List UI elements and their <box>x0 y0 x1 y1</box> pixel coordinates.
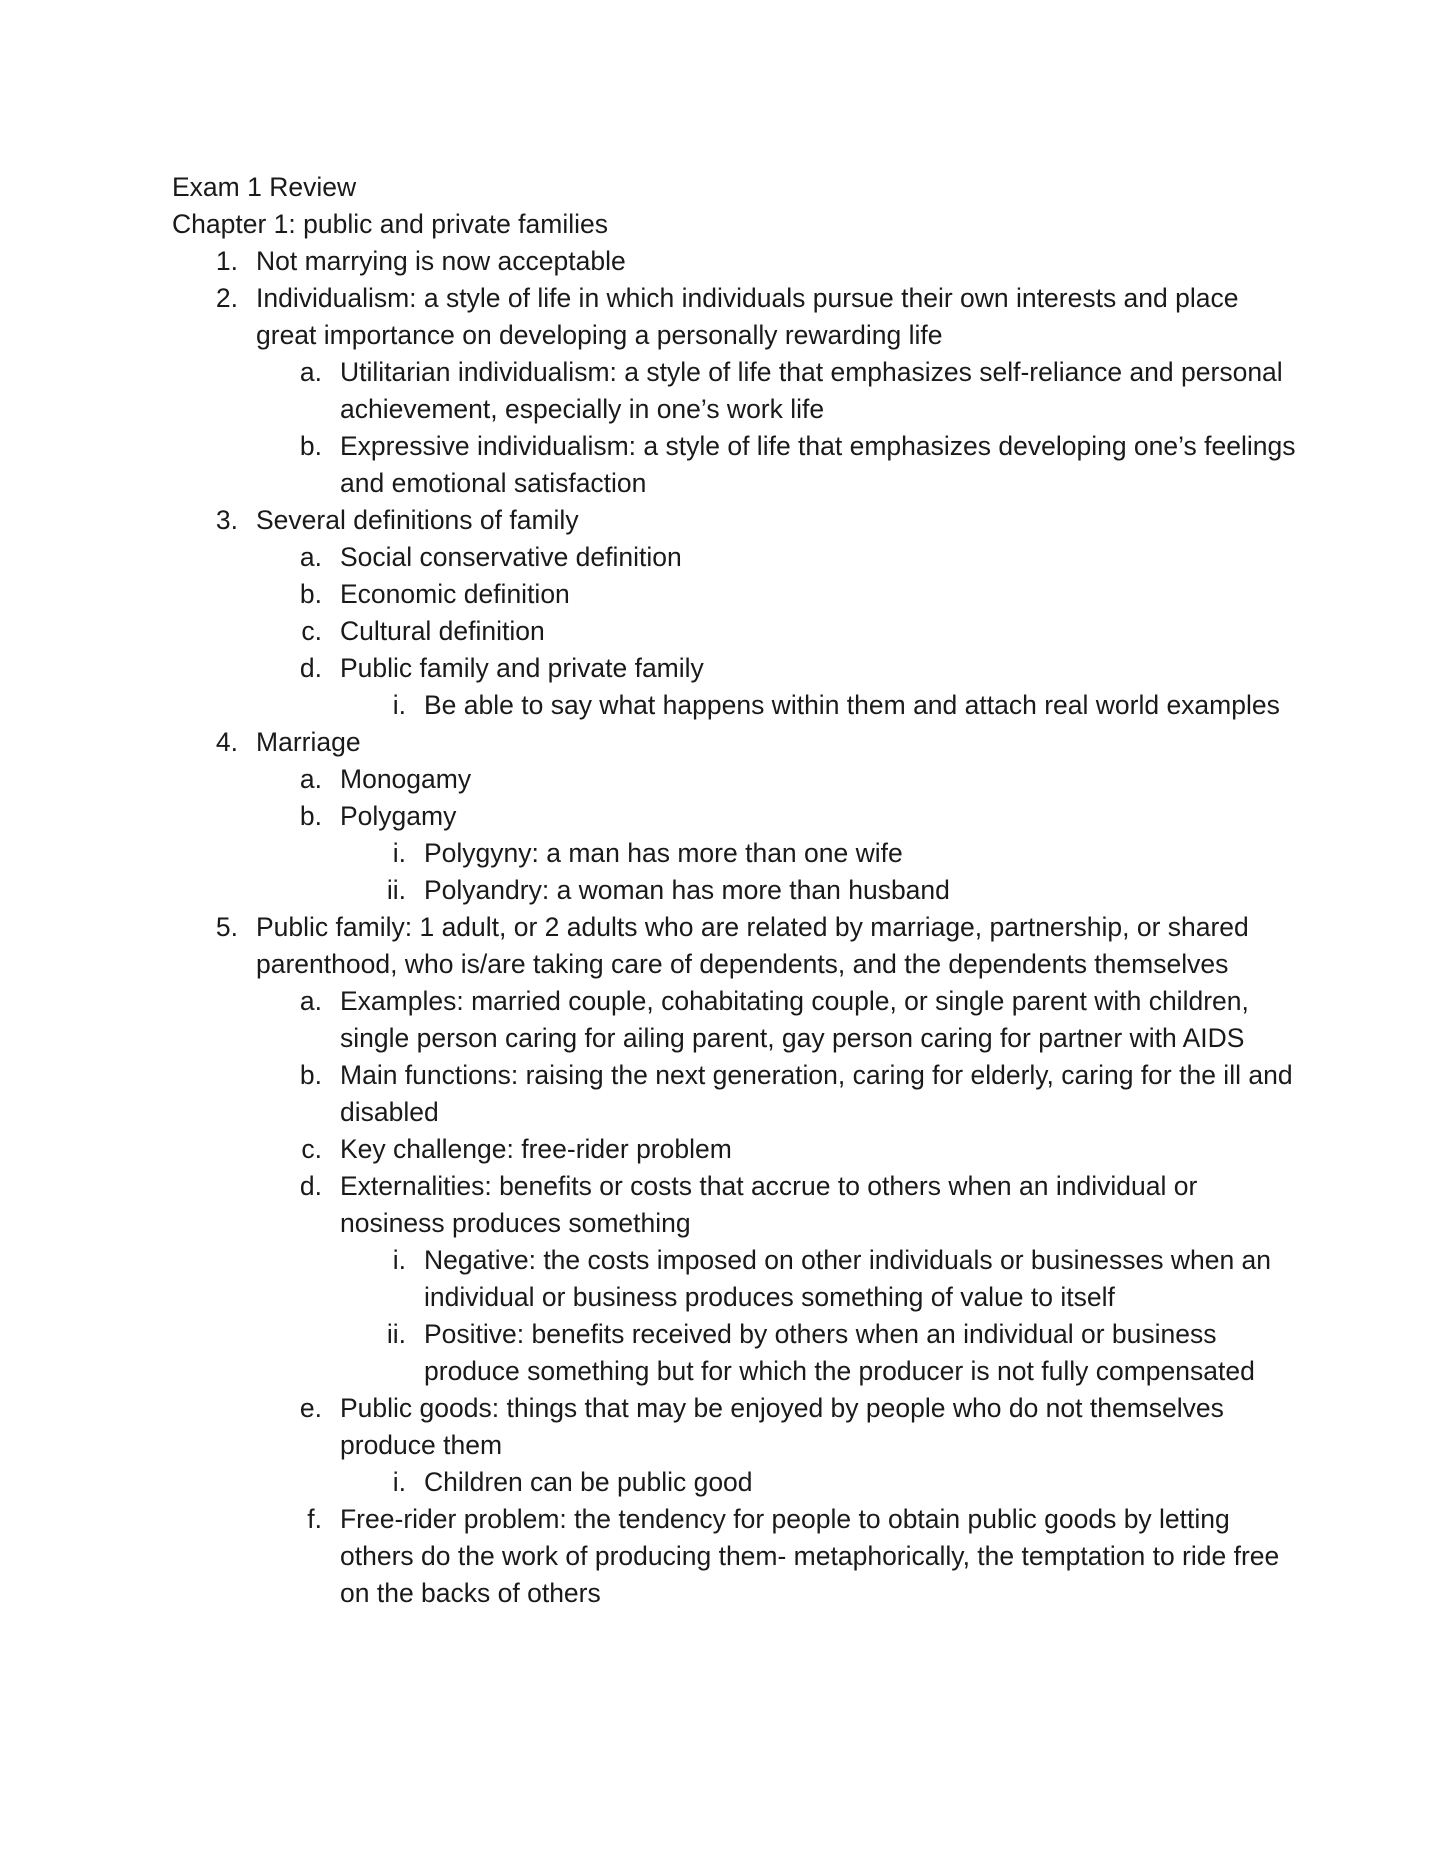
list-item-text: Positive: benefits received by others when an individual or business produce something but for which the producer is not fully compensated <box>424 1319 1255 1386</box>
list-item-text: Cultural definition <box>340 616 545 646</box>
list-item-text: Social conservative definition <box>340 542 682 572</box>
outline-item-level-2 <box>256 428 1302 502</box>
outline-item-level-1 <box>172 909 1302 1612</box>
outline-item-level-2 <box>256 576 1302 613</box>
outline-item-level-2 <box>256 1168 1302 1390</box>
list-item-text: Several definitions of family <box>256 505 579 535</box>
list-marker: 4. <box>215 727 238 757</box>
sublist-level-3 <box>340 835 1302 909</box>
list-marker: b. <box>299 801 322 831</box>
list-marker: d. <box>299 653 322 683</box>
list-item-text: Be able to say what happens within them and attach real world examples <box>424 690 1280 720</box>
sublist-level-2 <box>256 354 1302 502</box>
list-marker: a. <box>299 357 322 387</box>
outline-item-level-1 <box>172 280 1302 502</box>
list-item-text: Marriage <box>256 727 361 757</box>
outline-item-level-3 <box>340 1316 1302 1390</box>
list-item-text: Main functions: raising the next generation, caring for elderly, caring for the ill and disabled <box>340 1060 1293 1127</box>
list-marker: b. <box>299 1060 322 1090</box>
outline-item-level-2 <box>256 761 1302 798</box>
list-item-text: Economic definition <box>340 579 570 609</box>
list-item-text: Public goods: things that may be enjoyed by people who do not themselves produce them <box>340 1393 1224 1460</box>
list-item-text: Key challenge: free-rider problem <box>340 1134 732 1164</box>
list-item-text: Monogamy <box>340 764 472 794</box>
outline-item-level-3 <box>340 1464 1302 1501</box>
list-item-text: Polyandry: a woman has more than husband <box>424 875 950 905</box>
outline-item-level-1 <box>172 243 1302 280</box>
outline-item-level-2 <box>256 613 1302 650</box>
outline-item-level-2 <box>256 983 1302 1057</box>
sublist-level-2 <box>256 983 1302 1612</box>
list-marker: c. <box>301 1134 322 1164</box>
list-item-text: Individualism: a style of life in which individuals pursue their own interests and place great importance on developing a personally rewarding life <box>256 283 1239 350</box>
document-title: Exam 1 Review <box>172 172 357 202</box>
outline-item-level-2 <box>256 650 1302 724</box>
outline-list <box>172 243 1302 1612</box>
list-item-text: Externalities: benefits or costs that accrue to others when an individual or nosiness produces something <box>340 1171 1198 1238</box>
list-item-text: Polygyny: a man has more than one wife <box>424 838 903 868</box>
list-item-text: Negative: the costs imposed on other individuals or businesses when an individual or business produces something of value to itself <box>424 1245 1272 1312</box>
sublist-level-3 <box>340 1242 1302 1390</box>
list-marker: i. <box>392 838 406 868</box>
outline-item-level-3 <box>340 687 1302 724</box>
outline-item-level-2 <box>256 354 1302 428</box>
list-marker: 3. <box>215 505 238 535</box>
list-marker: i. <box>392 1245 406 1275</box>
list-marker: b. <box>299 431 322 461</box>
list-item-text: Public family and private family <box>340 653 704 683</box>
outline-item-level-2 <box>256 1131 1302 1168</box>
list-marker: 1. <box>215 246 238 276</box>
list-marker: f. <box>307 1504 322 1534</box>
list-marker: 2. <box>215 283 238 313</box>
list-item-text: Free-rider problem: the tendency for people to obtain public goods by letting others do the work of producing them- metaphorically, the temptation to ride free on the backs of others <box>340 1504 1280 1608</box>
list-item-text: Examples: married couple, cohabitating couple, or single parent with children, single person caring for ailing parent, gay person caring for partner with AIDS <box>340 986 1249 1053</box>
list-marker: ii. <box>386 875 406 905</box>
outline-item-level-2 <box>256 1390 1302 1501</box>
list-marker: b. <box>299 579 322 609</box>
list-item-text: Expressive individualism: a style of life that emphasizes developing one’s feelings and emotional satisfaction <box>340 431 1296 498</box>
chapter-heading: Chapter 1: public and private families <box>172 209 609 239</box>
list-item-text: Not marrying is now acceptable <box>256 246 626 276</box>
sublist-level-2 <box>256 539 1302 724</box>
list-item-text: Polygamy <box>340 801 457 831</box>
outline-item-level-2 <box>256 798 1302 909</box>
outline-item-level-2 <box>256 1501 1302 1612</box>
list-marker: 5. <box>215 912 238 942</box>
outline-item-level-3 <box>340 872 1302 909</box>
sublist-level-3 <box>340 1464 1302 1501</box>
list-marker: i. <box>392 1467 406 1497</box>
outline-item-level-1 <box>172 724 1302 909</box>
list-item-text: Children can be public good <box>424 1467 753 1497</box>
list-marker: i. <box>392 690 406 720</box>
list-marker: c. <box>301 616 322 646</box>
list-item-text: Public family: 1 adult, or 2 adults who are related by marriage, partnership, or shared parenthood, who is/are taking care of dependents, and the dependents themselves <box>256 912 1249 979</box>
list-marker: e. <box>299 1393 322 1423</box>
list-marker: a. <box>299 986 322 1016</box>
list-marker: ii. <box>386 1319 406 1349</box>
list-marker: d. <box>299 1171 322 1201</box>
list-item-text: Utilitarian individualism: a style of life that emphasizes self-reliance and personal achievement, especially in one’s work life <box>340 357 1283 424</box>
outline-item-level-2 <box>256 1057 1302 1131</box>
outline-item-level-3 <box>340 835 1302 872</box>
sublist-level-3 <box>340 687 1302 724</box>
document-page <box>172 169 1302 1612</box>
list-marker: a. <box>299 764 322 794</box>
outline-item-level-3 <box>340 1242 1302 1316</box>
outline-item-level-2 <box>256 539 1302 576</box>
sublist-level-2 <box>256 761 1302 909</box>
list-marker: a. <box>299 542 322 572</box>
outline-item-level-1 <box>172 502 1302 724</box>
